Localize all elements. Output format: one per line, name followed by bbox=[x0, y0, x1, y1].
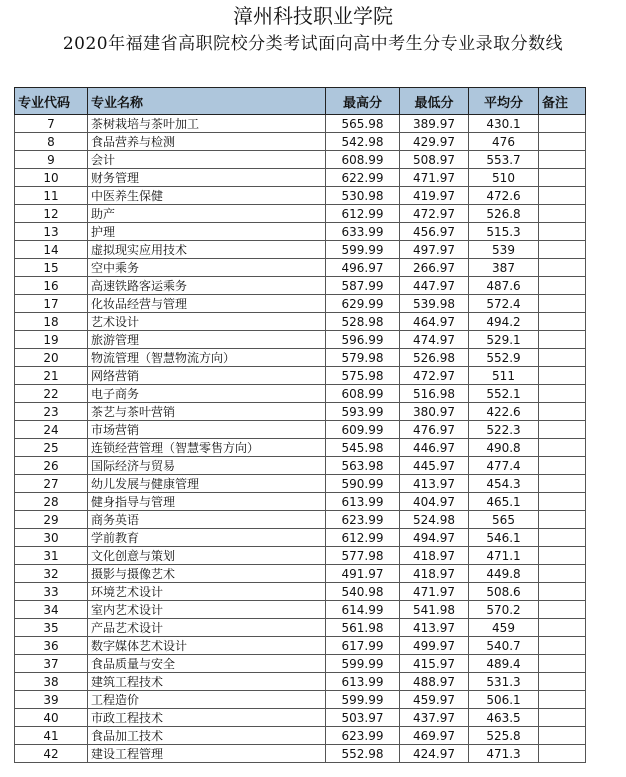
major-name-cell: 产品艺术设计 bbox=[88, 619, 326, 637]
table-row bbox=[15, 205, 586, 223]
header-row bbox=[15, 88, 586, 115]
table-row bbox=[15, 709, 586, 727]
major-name-cell: 摄影与摄像艺术 bbox=[88, 565, 326, 583]
max-score-cell: 633.99 bbox=[326, 223, 400, 241]
major-name-cell: 护理 bbox=[88, 223, 326, 241]
max-score-cell: 622.99 bbox=[326, 169, 400, 187]
major-code-cell: 20 bbox=[15, 349, 88, 367]
min-score-cell: 539.98 bbox=[400, 295, 469, 313]
major-code-cell: 18 bbox=[15, 313, 88, 331]
major-code-cell: 19 bbox=[15, 331, 88, 349]
remark-cell bbox=[539, 295, 586, 313]
avg-score-cell: 387 bbox=[469, 259, 539, 277]
min-score-cell: 266.97 bbox=[400, 259, 469, 277]
avg-score-cell: 463.5 bbox=[469, 709, 539, 727]
remark-cell bbox=[539, 619, 586, 637]
min-score-cell: 389.97 bbox=[400, 115, 469, 133]
major-code-cell: 9 bbox=[15, 151, 88, 169]
remark-cell bbox=[539, 511, 586, 529]
min-score-cell: 464.97 bbox=[400, 313, 469, 331]
avg-score-cell: 552.1 bbox=[469, 385, 539, 403]
major-name-cell: 环境艺术设计 bbox=[88, 583, 326, 601]
avg-score-cell: 471.3 bbox=[469, 745, 539, 763]
min-score-cell: 429.97 bbox=[400, 133, 469, 151]
remark-cell bbox=[539, 259, 586, 277]
major-code-cell: 14 bbox=[15, 241, 88, 259]
major-name-cell: 高速铁路客运乘务 bbox=[88, 277, 326, 295]
major-name-cell: 中医养生保健 bbox=[88, 187, 326, 205]
table-row bbox=[15, 745, 586, 763]
min-score-cell: 526.98 bbox=[400, 349, 469, 367]
major-name-cell: 茶艺与茶叶营销 bbox=[88, 403, 326, 421]
max-score-cell: 496.97 bbox=[326, 259, 400, 277]
avg-score-cell: 546.1 bbox=[469, 529, 539, 547]
table-row bbox=[15, 547, 586, 565]
major-code-cell: 7 bbox=[15, 115, 88, 133]
min-score-cell: 472.97 bbox=[400, 205, 469, 223]
min-score-cell: 497.97 bbox=[400, 241, 469, 259]
min-score-cell: 446.97 bbox=[400, 439, 469, 457]
remark-cell bbox=[539, 205, 586, 223]
avg-score-cell: 511 bbox=[469, 367, 539, 385]
max-score-cell: 577.98 bbox=[326, 547, 400, 565]
avg-score-cell: 570.2 bbox=[469, 601, 539, 619]
min-score-cell: 516.98 bbox=[400, 385, 469, 403]
major-code-cell: 21 bbox=[15, 367, 88, 385]
major-code-cell: 13 bbox=[15, 223, 88, 241]
major-code-cell: 38 bbox=[15, 673, 88, 691]
table-row bbox=[15, 529, 586, 547]
remark-cell bbox=[539, 493, 586, 511]
min-score-cell: 418.97 bbox=[400, 547, 469, 565]
major-name-cell: 茶树栽培与茶叶加工 bbox=[88, 115, 326, 133]
major-name-cell: 健身指导与管理 bbox=[88, 493, 326, 511]
major-name-cell: 空中乘务 bbox=[88, 259, 326, 277]
table-row bbox=[15, 403, 586, 421]
avg-score-cell: 572.4 bbox=[469, 295, 539, 313]
avg-score-cell: 489.4 bbox=[469, 655, 539, 673]
min-score-cell: 419.97 bbox=[400, 187, 469, 205]
major-code-cell: 15 bbox=[15, 259, 88, 277]
table-row bbox=[15, 313, 586, 331]
avg-score-cell: 476 bbox=[469, 133, 539, 151]
major-code-cell: 24 bbox=[15, 421, 88, 439]
table-body bbox=[15, 115, 586, 763]
min-score-cell: 499.97 bbox=[400, 637, 469, 655]
table-row bbox=[15, 151, 586, 169]
avg-score-cell: 531.3 bbox=[469, 673, 539, 691]
major-code-cell: 30 bbox=[15, 529, 88, 547]
table-row bbox=[15, 367, 586, 385]
avg-score-cell: 510 bbox=[469, 169, 539, 187]
remark-cell bbox=[539, 565, 586, 583]
remark-cell bbox=[539, 385, 586, 403]
avg-score-cell: 472.6 bbox=[469, 187, 539, 205]
remark-cell bbox=[539, 655, 586, 673]
avg-score-cell: 522.3 bbox=[469, 421, 539, 439]
major-code-cell: 11 bbox=[15, 187, 88, 205]
table-row bbox=[15, 727, 586, 745]
min-score-cell: 380.97 bbox=[400, 403, 469, 421]
min-score-cell: 413.97 bbox=[400, 475, 469, 493]
header-major-name: 专业名称 bbox=[88, 88, 326, 115]
max-score-cell: 540.98 bbox=[326, 583, 400, 601]
avg-score-cell: 529.1 bbox=[469, 331, 539, 349]
remark-cell bbox=[539, 151, 586, 169]
major-code-cell: 28 bbox=[15, 493, 88, 511]
min-score-cell: 418.97 bbox=[400, 565, 469, 583]
max-score-cell: 528.98 bbox=[326, 313, 400, 331]
max-score-cell: 609.99 bbox=[326, 421, 400, 439]
table-row bbox=[15, 421, 586, 439]
table-row bbox=[15, 583, 586, 601]
remark-cell bbox=[539, 439, 586, 457]
max-score-cell: 613.99 bbox=[326, 493, 400, 511]
remark-cell bbox=[539, 421, 586, 439]
min-score-cell: 488.97 bbox=[400, 673, 469, 691]
avg-score-cell: 515.3 bbox=[469, 223, 539, 241]
min-score-cell: 508.97 bbox=[400, 151, 469, 169]
major-code-cell: 41 bbox=[15, 727, 88, 745]
major-name-cell: 电子商务 bbox=[88, 385, 326, 403]
remark-cell bbox=[539, 349, 586, 367]
min-score-cell: 456.97 bbox=[400, 223, 469, 241]
table-row bbox=[15, 187, 586, 205]
major-code-cell: 17 bbox=[15, 295, 88, 313]
major-code-cell: 8 bbox=[15, 133, 88, 151]
max-score-cell: 563.98 bbox=[326, 457, 400, 475]
major-code-cell: 36 bbox=[15, 637, 88, 655]
max-score-cell: 623.99 bbox=[326, 511, 400, 529]
max-score-cell: 542.98 bbox=[326, 133, 400, 151]
major-name-cell: 商务英语 bbox=[88, 511, 326, 529]
major-name-cell: 连锁经营管理（智慧零售方向） bbox=[88, 439, 326, 457]
major-code-cell: 12 bbox=[15, 205, 88, 223]
max-score-cell: 608.99 bbox=[326, 385, 400, 403]
max-score-cell: 552.98 bbox=[326, 745, 400, 763]
avg-score-cell: 465.1 bbox=[469, 493, 539, 511]
max-score-cell: 599.99 bbox=[326, 655, 400, 673]
table-row bbox=[15, 565, 586, 583]
max-score-cell: 575.98 bbox=[326, 367, 400, 385]
min-score-cell: 445.97 bbox=[400, 457, 469, 475]
max-score-cell: 593.99 bbox=[326, 403, 400, 421]
major-code-cell: 33 bbox=[15, 583, 88, 601]
major-code-cell: 23 bbox=[15, 403, 88, 421]
major-name-cell: 市场营销 bbox=[88, 421, 326, 439]
min-score-cell: 476.97 bbox=[400, 421, 469, 439]
major-code-cell: 27 bbox=[15, 475, 88, 493]
avg-score-cell: 552.9 bbox=[469, 349, 539, 367]
remark-cell bbox=[539, 547, 586, 565]
major-name-cell: 会计 bbox=[88, 151, 326, 169]
remark-cell bbox=[539, 475, 586, 493]
major-name-cell: 幼儿发展与健康管理 bbox=[88, 475, 326, 493]
table-row bbox=[15, 259, 586, 277]
table-row bbox=[15, 691, 586, 709]
max-score-cell: 623.99 bbox=[326, 727, 400, 745]
avg-score-cell: 477.4 bbox=[469, 457, 539, 475]
max-score-cell: 587.99 bbox=[326, 277, 400, 295]
table-row bbox=[15, 655, 586, 673]
major-name-cell: 文化创意与策划 bbox=[88, 547, 326, 565]
major-name-cell: 助产 bbox=[88, 205, 326, 223]
table-row bbox=[15, 619, 586, 637]
max-score-cell: 565.98 bbox=[326, 115, 400, 133]
min-score-cell: 494.97 bbox=[400, 529, 469, 547]
remark-cell bbox=[539, 115, 586, 133]
major-name-cell: 建设工程管理 bbox=[88, 745, 326, 763]
max-score-cell: 590.99 bbox=[326, 475, 400, 493]
header-major-code: 专业代码 bbox=[15, 88, 88, 115]
major-name-cell: 市政工程技术 bbox=[88, 709, 326, 727]
min-score-cell: 459.97 bbox=[400, 691, 469, 709]
remark-cell bbox=[539, 727, 586, 745]
max-score-cell: 613.99 bbox=[326, 673, 400, 691]
table-row bbox=[15, 295, 586, 313]
remark-cell bbox=[539, 331, 586, 349]
header-remark: 备注 bbox=[539, 88, 586, 115]
table-row bbox=[15, 511, 586, 529]
table-row bbox=[15, 493, 586, 511]
remark-cell bbox=[539, 673, 586, 691]
major-name-cell: 艺术设计 bbox=[88, 313, 326, 331]
remark-cell bbox=[539, 529, 586, 547]
min-score-cell: 471.97 bbox=[400, 583, 469, 601]
avg-score-cell: 553.7 bbox=[469, 151, 539, 169]
avg-score-cell: 471.1 bbox=[469, 547, 539, 565]
major-name-cell: 数字媒体艺术设计 bbox=[88, 637, 326, 655]
max-score-cell: 612.99 bbox=[326, 529, 400, 547]
avg-score-cell: 525.8 bbox=[469, 727, 539, 745]
table-row bbox=[15, 385, 586, 403]
table-row bbox=[15, 133, 586, 151]
major-name-cell: 国际经济与贸易 bbox=[88, 457, 326, 475]
max-score-cell: 617.99 bbox=[326, 637, 400, 655]
major-code-cell: 40 bbox=[15, 709, 88, 727]
major-code-cell: 10 bbox=[15, 169, 88, 187]
min-score-cell: 472.97 bbox=[400, 367, 469, 385]
remark-cell bbox=[539, 457, 586, 475]
avg-score-cell: 487.6 bbox=[469, 277, 539, 295]
remark-cell bbox=[539, 223, 586, 241]
avg-score-cell: 454.3 bbox=[469, 475, 539, 493]
max-score-cell: 596.99 bbox=[326, 331, 400, 349]
avg-score-cell: 449.8 bbox=[469, 565, 539, 583]
header-max-score: 最高分 bbox=[326, 88, 400, 115]
major-code-cell: 22 bbox=[15, 385, 88, 403]
major-name-cell: 建筑工程技术 bbox=[88, 673, 326, 691]
remark-cell bbox=[539, 367, 586, 385]
max-score-cell: 614.99 bbox=[326, 601, 400, 619]
major-name-cell: 物流管理（智慧物流方向） bbox=[88, 349, 326, 367]
min-score-cell: 447.97 bbox=[400, 277, 469, 295]
major-name-cell: 食品加工技术 bbox=[88, 727, 326, 745]
min-score-cell: 471.97 bbox=[400, 169, 469, 187]
min-score-cell: 541.98 bbox=[400, 601, 469, 619]
table-row bbox=[15, 475, 586, 493]
major-code-cell: 35 bbox=[15, 619, 88, 637]
remark-cell bbox=[539, 187, 586, 205]
major-name-cell: 化妆品经营与管理 bbox=[88, 295, 326, 313]
remark-cell bbox=[539, 403, 586, 421]
table-row bbox=[15, 637, 586, 655]
major-code-cell: 26 bbox=[15, 457, 88, 475]
major-name-cell: 旅游管理 bbox=[88, 331, 326, 349]
table-row bbox=[15, 457, 586, 475]
table-row bbox=[15, 169, 586, 187]
table-row bbox=[15, 673, 586, 691]
max-score-cell: 599.99 bbox=[326, 241, 400, 259]
avg-score-cell: 506.1 bbox=[469, 691, 539, 709]
major-name-cell: 食品质量与安全 bbox=[88, 655, 326, 673]
min-score-cell: 413.97 bbox=[400, 619, 469, 637]
table-row bbox=[15, 277, 586, 295]
page-subtitle: 2020年福建省高职院校分类考试面向高中考生分专业录取分数线 bbox=[62, 34, 564, 54]
major-name-cell: 室内艺术设计 bbox=[88, 601, 326, 619]
max-score-cell: 491.97 bbox=[326, 565, 400, 583]
avg-score-cell: 494.2 bbox=[469, 313, 539, 331]
major-code-cell: 32 bbox=[15, 565, 88, 583]
header-avg-score: 平均分 bbox=[469, 88, 539, 115]
avg-score-cell: 459 bbox=[469, 619, 539, 637]
page-title: 漳州科技职业学院 bbox=[233, 4, 393, 28]
max-score-cell: 503.97 bbox=[326, 709, 400, 727]
major-name-cell: 学前教育 bbox=[88, 529, 326, 547]
min-score-cell: 474.97 bbox=[400, 331, 469, 349]
major-name-cell: 食品营养与检测 bbox=[88, 133, 326, 151]
remark-cell bbox=[539, 241, 586, 259]
avg-score-cell: 565 bbox=[469, 511, 539, 529]
min-score-cell: 415.97 bbox=[400, 655, 469, 673]
table-row bbox=[15, 331, 586, 349]
avg-score-cell: 430.1 bbox=[469, 115, 539, 133]
table-row bbox=[15, 241, 586, 259]
table-header bbox=[15, 88, 586, 115]
score-table bbox=[14, 87, 586, 763]
major-code-cell: 34 bbox=[15, 601, 88, 619]
major-code-cell: 37 bbox=[15, 655, 88, 673]
header-min-score: 最低分 bbox=[400, 88, 469, 115]
min-score-cell: 524.98 bbox=[400, 511, 469, 529]
remark-cell bbox=[539, 601, 586, 619]
min-score-cell: 424.97 bbox=[400, 745, 469, 763]
major-code-cell: 25 bbox=[15, 439, 88, 457]
remark-cell bbox=[539, 745, 586, 763]
major-name-cell: 财务管理 bbox=[88, 169, 326, 187]
remark-cell bbox=[539, 691, 586, 709]
avg-score-cell: 508.6 bbox=[469, 583, 539, 601]
max-score-cell: 599.99 bbox=[326, 691, 400, 709]
table-row bbox=[15, 601, 586, 619]
min-score-cell: 404.97 bbox=[400, 493, 469, 511]
table-row bbox=[15, 115, 586, 133]
remark-cell bbox=[539, 709, 586, 727]
max-score-cell: 545.98 bbox=[326, 439, 400, 457]
major-name-cell: 工程造价 bbox=[88, 691, 326, 709]
remark-cell bbox=[539, 133, 586, 151]
min-score-cell: 469.97 bbox=[400, 727, 469, 745]
major-name-cell: 网络营销 bbox=[88, 367, 326, 385]
major-code-cell: 16 bbox=[15, 277, 88, 295]
max-score-cell: 579.98 bbox=[326, 349, 400, 367]
avg-score-cell: 539 bbox=[469, 241, 539, 259]
avg-score-cell: 540.7 bbox=[469, 637, 539, 655]
max-score-cell: 530.98 bbox=[326, 187, 400, 205]
major-code-cell: 39 bbox=[15, 691, 88, 709]
remark-cell bbox=[539, 277, 586, 295]
major-code-cell: 29 bbox=[15, 511, 88, 529]
max-score-cell: 629.99 bbox=[326, 295, 400, 313]
min-score-cell: 437.97 bbox=[400, 709, 469, 727]
table-row bbox=[15, 349, 586, 367]
major-code-cell: 31 bbox=[15, 547, 88, 565]
major-name-cell: 虚拟现实应用技术 bbox=[88, 241, 326, 259]
remark-cell bbox=[539, 583, 586, 601]
remark-cell bbox=[539, 313, 586, 331]
avg-score-cell: 422.6 bbox=[469, 403, 539, 421]
table-row bbox=[15, 223, 586, 241]
remark-cell bbox=[539, 637, 586, 655]
remark-cell bbox=[539, 169, 586, 187]
avg-score-cell: 490.8 bbox=[469, 439, 539, 457]
max-score-cell: 561.98 bbox=[326, 619, 400, 637]
max-score-cell: 612.99 bbox=[326, 205, 400, 223]
max-score-cell: 608.99 bbox=[326, 151, 400, 169]
avg-score-cell: 526.8 bbox=[469, 205, 539, 223]
major-code-cell: 42 bbox=[15, 745, 88, 763]
table-row bbox=[15, 439, 586, 457]
